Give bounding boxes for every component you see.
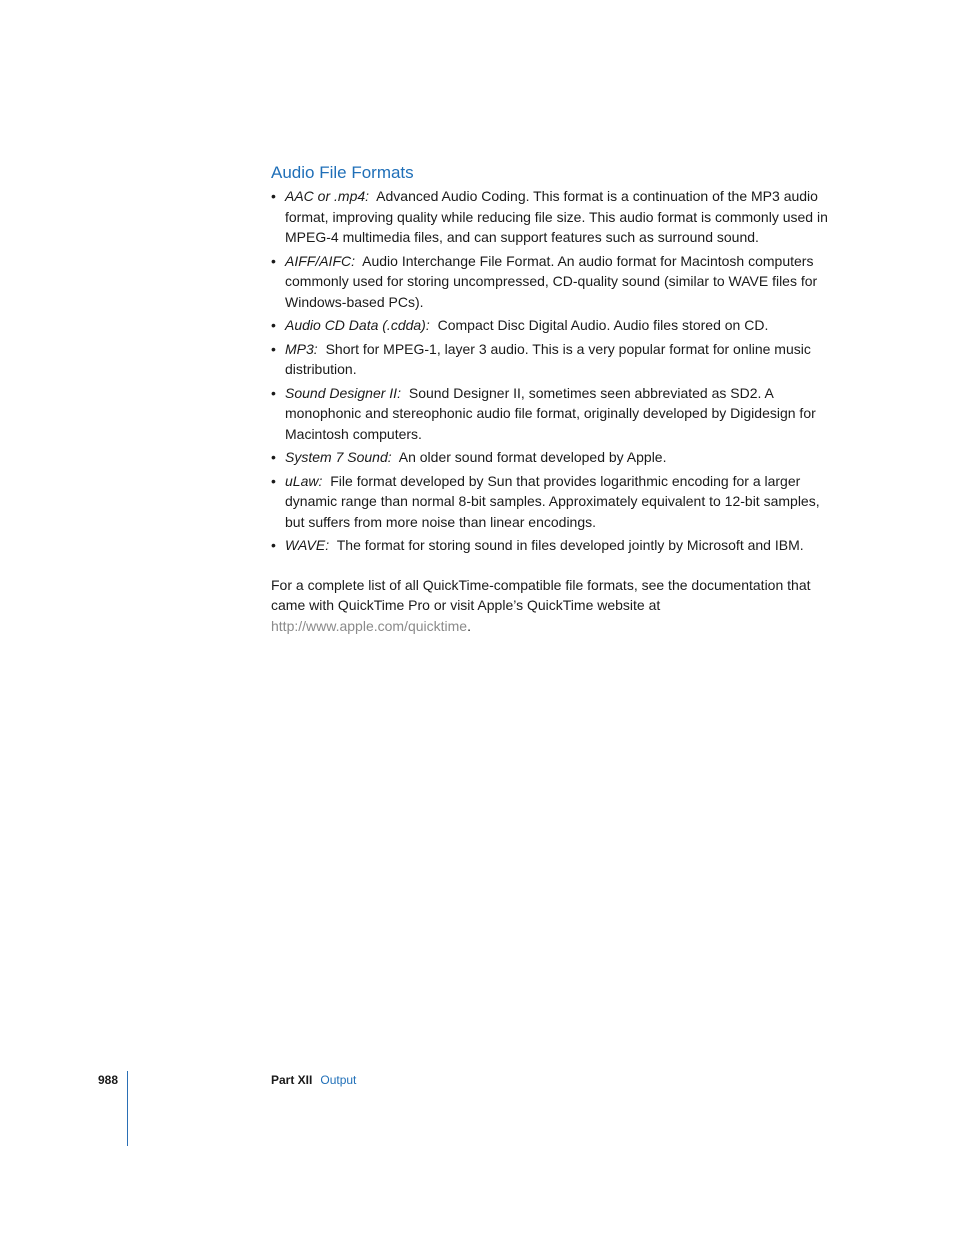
format-term: System 7 Sound: [285,449,392,465]
closing-text: For a complete list of all QuickTime-compatible file formats, see the documentation that came with QuickTime Pro or visit Apple’s QuickTime website at [271,576,811,613]
format-description: File format developed by Sun that provides logarithmic encoding for a larger dynamic range than normal 8-bit samples. Approximately equivalent to 12-bit samples, but suffers from more noise than linear encodings. [285,472,820,530]
page-number: 988 [98,1073,119,1087]
bullet-icon: • [271,472,276,489]
footer-divider [127,1071,128,1146]
section-heading: Audio File Formats [271,163,414,182]
main-content [271,162,831,636]
bullet-icon: • [271,449,276,465]
bullet-icon: • [271,317,276,333]
format-description: Advanced Audio Coding. This format is a continuation of the MP3 audio format, improving quality while reducing file size. This audio format is commonly used in MPEG-4 multimedia files, and can support features such as surround sound. [285,188,828,245]
format-term: AAC or .mp4: [285,188,370,204]
part-label: Part XII [271,1073,313,1087]
list-item [271,471,831,533]
bullet-icon: • [271,384,276,401]
list-item [271,447,831,468]
bullet-icon: • [271,537,276,553]
list-item [271,315,831,336]
list-item [271,251,831,313]
format-description: Audio Interchange File Format. An audio format for Macintosh computers commonly used for storing uncompressed, CD-quality sound (similar to WAVE files for Windows-based PCs). [285,252,818,310]
bullet-icon: • [271,188,276,204]
format-term: Sound Designer II: [285,384,401,401]
format-description: Short for MPEG-1, layer 3 audio. This is a very popular format for online music distribution. [285,340,811,377]
format-term: WAVE: [285,537,330,553]
list-item [271,186,831,248]
part-name-link[interactable]: Output [320,1073,357,1087]
quicktime-link[interactable]: http://www.apple.com/quicktime [271,617,468,634]
list-item [271,339,831,380]
format-description: An older sound format developed by Apple. [398,449,667,465]
format-description: Sound Designer II, sometimes seen abbreviated as SD2. A monophonic and stereophonic audio file format, originally developed by Digidesign for Macintosh computers. [285,384,816,442]
format-term: uLaw: [285,472,323,489]
format-term: AIFF/AIFC: [285,252,355,269]
bullet-icon: • [271,252,276,269]
format-term: MP3: [285,340,318,357]
closing-paragraph [271,575,831,637]
closing-period: . [467,617,471,634]
format-description: The format for storing sound in files developed jointly by Microsoft and IBM. [336,537,804,553]
bullet-icon: • [271,340,276,357]
list-item [271,383,831,445]
footer-part [271,1073,356,1087]
format-term: Audio CD Data (.cdda): [285,317,430,333]
format-description: Compact Disc Digital Audio. Audio files stored on CD. [437,317,769,333]
list-item [271,535,831,556]
format-list [271,186,831,556]
